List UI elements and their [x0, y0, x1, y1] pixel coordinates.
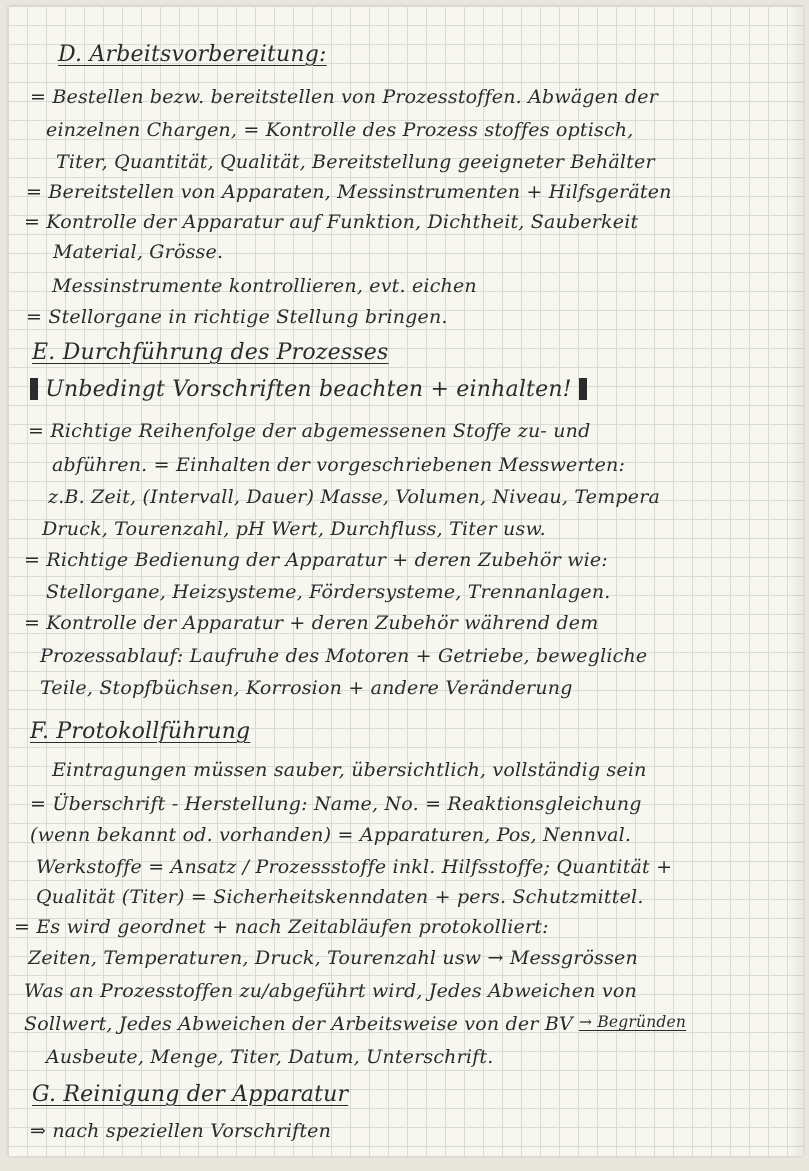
section-d-heading: D. Arbeitsvorbereitung:: [58, 42, 327, 67]
emphasis-bar-right: [579, 378, 587, 400]
section-e-line: Stellorgane, Heizsysteme, Fördersysteme, Trennanlagen.: [46, 581, 611, 603]
section-d-line: = Stellorgane in richtige Stellung bringen.: [26, 306, 448, 328]
notebook-page: [8, 6, 803, 1156]
section-f-line: Eintragungen müssen sauber, übersichtlich, vollständig sein: [52, 759, 647, 781]
section-f-line: Zeiten, Temperaturen, Druck, Tourenzahl usw → Messgrössen: [28, 947, 638, 969]
section-d-line: Material, Grösse.: [53, 241, 224, 263]
section-f-line: Qualität (Titer) = Sicherheitskenndaten + pers. Schutzmittel.: [36, 886, 644, 908]
section-e-line: = Kontrolle der Apparatur + deren Zubehör während dem: [24, 612, 599, 634]
section-f-begruenden: → Begründen: [579, 1013, 687, 1031]
section-d-line: Messinstrumente kontrollieren, evt. eichen: [52, 275, 477, 297]
section-d-line: = Kontrolle der Apparatur auf Funktion, Dichtheit, Sauberkeit: [24, 211, 639, 233]
emphasis-bar-left: [30, 378, 38, 400]
section-d-line: = Bereitstellen von Apparaten, Messinstrumenten + Hilfsgeräten: [26, 181, 672, 203]
section-d-line: Titer, Quantität, Qualität, Bereitstellung geeigneter Behälter: [56, 151, 655, 173]
section-f-line: Was an Prozesstoffen zu/abgeführt wird, Jedes Abweichen von: [24, 980, 637, 1002]
section-e-emphasis: [30, 377, 587, 402]
section-e-line: = Richtige Bedienung der Apparatur + deren Zubehör wie:: [24, 549, 608, 571]
section-e-line: abführen. = Einhalten der vorgeschriebenen Messwerten:: [52, 454, 626, 476]
section-e-line: Druck, Tourenzahl, pH Wert, Durchfluss, Titer usw.: [42, 518, 546, 540]
section-d-line: einzelnen Chargen, = Kontrolle des Prozess stoffes optisch,: [46, 119, 634, 141]
section-d-line: = Bestellen bezw. bereitstellen von Prozesstoffen. Abwägen der: [30, 86, 658, 108]
section-e-line: Prozessablauf: Laufruhe des Motoren + Getriebe, bewegliche: [40, 645, 648, 667]
section-e-heading: E. Durchführung des Prozesses: [32, 340, 389, 365]
section-g-line: ⇒ nach speziellen Vorschriften: [30, 1120, 332, 1142]
section-f-line: Sollwert, Jedes Abweichen der Arbeitsweise von der BV: [24, 1013, 573, 1035]
section-f-line: = Überschrift - Herstellung: Name, No. = Reaktionsgleichung: [30, 793, 642, 815]
section-e-line: z.B. Zeit, (Intervall, Dauer) Masse, Volumen, Niveau, Tempera: [48, 486, 661, 508]
section-e-emphasis-text: Unbedingt Vorschriften beachten + einhalten!: [45, 377, 572, 402]
section-g-heading: G. Reinigung der Apparatur: [32, 1082, 349, 1107]
section-f-line: Werkstoffe = Ansatz / Prozessstoffe inkl. Hilfsstoffe; Quantität +: [36, 856, 673, 878]
section-f-line: (wenn bekannt od. vorhanden) = Apparaturen, Pos, Nennval.: [30, 824, 632, 846]
section-f-line: Ausbeute, Menge, Titer, Datum, Unterschrift.: [46, 1046, 494, 1068]
section-f-heading: F. Protokollführung: [30, 719, 251, 744]
section-e-line: Teile, Stopfbüchsen, Korrosion + andere Veränderung: [40, 677, 573, 699]
section-e-line: = Richtige Reihenfolge der abgemessenen Stoffe zu- und: [28, 420, 591, 442]
section-f-line: = Es wird geordnet + nach Zeitabläufen protokolliert:: [14, 916, 549, 938]
